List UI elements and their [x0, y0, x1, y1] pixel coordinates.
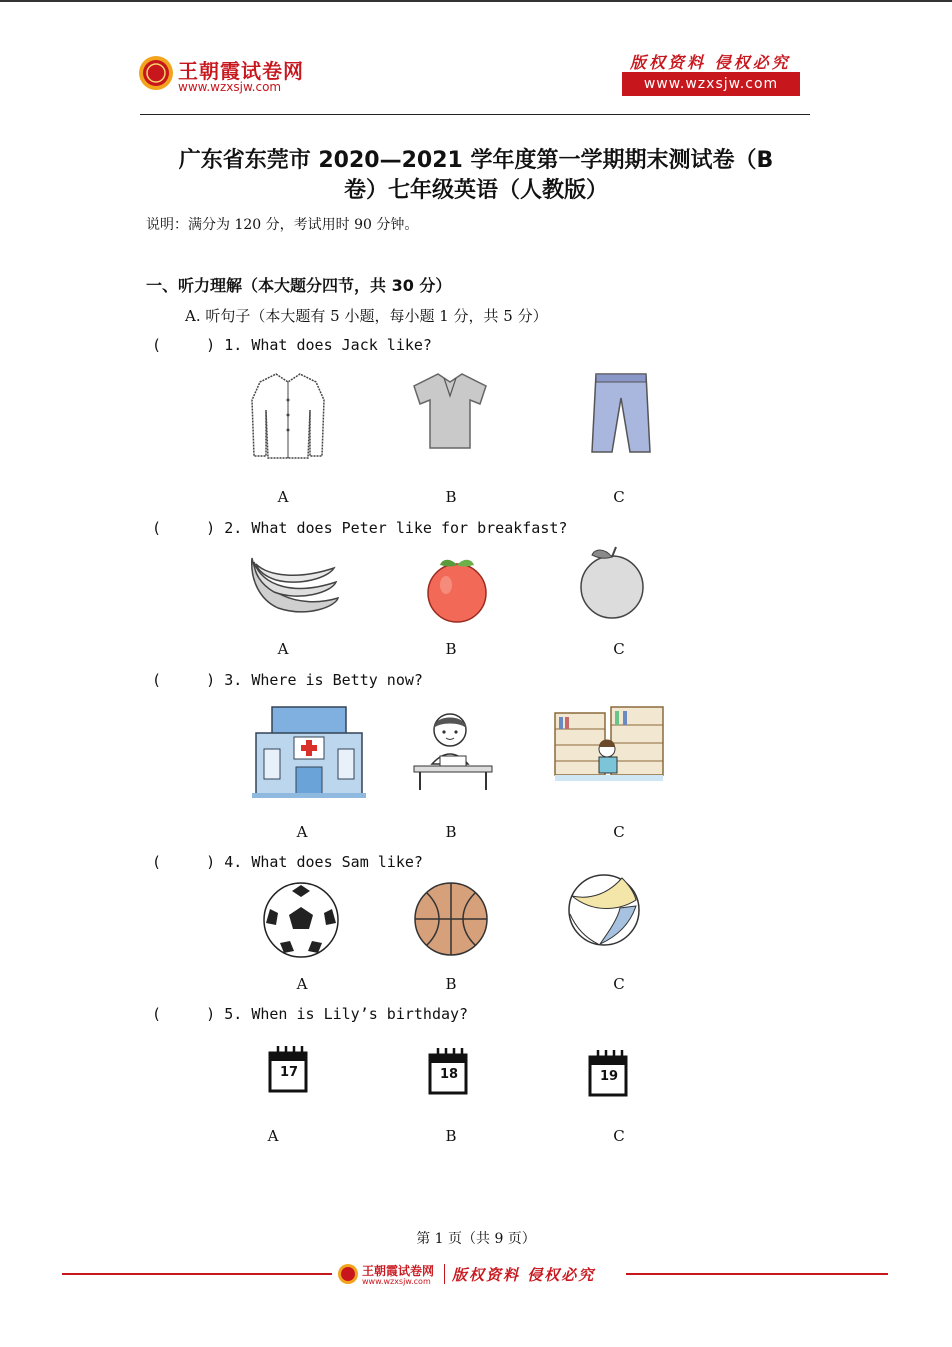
option-label-a: A — [296, 975, 308, 993]
footer-logo-url: www.wzxsjw.com — [362, 1277, 431, 1286]
option-label-a: A — [277, 488, 289, 506]
library-icon — [553, 703, 665, 783]
subsection-heading: A. 听句子（本大题有 5 小题，每小题 1 分，共 5 分） — [185, 307, 548, 325]
option-label-b: B — [445, 975, 457, 993]
footer-rule-right — [626, 1273, 888, 1275]
logo-badge-icon — [138, 55, 174, 91]
exam-title-line2: 卷）七年级英语（人教版） — [343, 178, 608, 203]
option-label-a: A — [267, 1127, 279, 1145]
site-url-banner: www.wzxsjw.com — [622, 72, 800, 96]
logo-name: 王朝霞试卷网 — [178, 59, 304, 83]
section-heading: 一、听力理解（本大题分四节，共 30 分） — [146, 276, 452, 295]
page-number: 第 1 页（共 9 页） — [416, 1231, 536, 1247]
option-label-c: C — [613, 1127, 625, 1145]
option-label-a: A — [277, 640, 289, 658]
exam-title — [140, 146, 812, 206]
option-label-b: B — [445, 488, 457, 506]
exam-title-line1: 广东省东莞市 2020—2021 学年度第一学期期末测试卷（B — [178, 148, 774, 173]
option-label-c: C — [613, 975, 625, 993]
footer-rule-left — [62, 1273, 332, 1275]
option-label-b: B — [445, 1127, 457, 1145]
hospital-icon — [250, 703, 368, 799]
trousers-icon — [590, 372, 652, 456]
option-label-b: B — [445, 640, 457, 658]
volleyball-icon — [564, 874, 644, 950]
calendar-day: 18 — [439, 1067, 459, 1082]
calendar-icon — [266, 1043, 312, 1095]
logo-url: www.wzxsjw.com — [178, 80, 282, 94]
shirt-icon — [250, 370, 326, 460]
footer-logo-icon — [337, 1263, 359, 1285]
question-5: ( ) 5. When is Lily’s birthday? — [152, 1005, 469, 1023]
peach-icon — [420, 555, 494, 623]
orange-icon — [576, 543, 648, 621]
option-label-c: C — [613, 640, 625, 658]
calendar-icon — [586, 1047, 632, 1099]
calendar-icon — [426, 1045, 472, 1097]
question-1: ( ) 1. What does Jack like? — [152, 336, 432, 354]
header-divider — [140, 114, 810, 115]
option-label-c: C — [613, 488, 625, 506]
option-label-b: B — [445, 823, 457, 841]
question-2: ( ) 2. What does Peter like for breakfast? — [152, 519, 568, 537]
banana-icon — [248, 552, 342, 624]
rights-slogan: 版权资料 侵权必究 — [630, 53, 791, 72]
option-label-a: A — [296, 823, 308, 841]
calendar-day: 17 — [279, 1065, 299, 1080]
footer-logo-name: 王朝霞试卷网 — [362, 1264, 435, 1278]
footer-rights-slogan: 版权资料 侵权必究 — [452, 1266, 596, 1284]
option-label-c: C — [613, 823, 625, 841]
question-4: ( ) 4. What does Sam like? — [152, 853, 423, 871]
calendar-day: 19 — [599, 1069, 619, 1084]
question-3: ( ) 3. Where is Betty now? — [152, 671, 423, 689]
exam-instructions: 说明：满分为 120 分，考试用时 90 分钟。 — [146, 217, 419, 233]
footer-separator — [444, 1264, 445, 1284]
soccer-ball-icon — [262, 881, 340, 959]
top-border — [0, 0, 952, 2]
girl-reading-icon — [410, 708, 496, 794]
t-shirt-icon — [410, 370, 490, 452]
basketball-icon — [413, 881, 489, 957]
